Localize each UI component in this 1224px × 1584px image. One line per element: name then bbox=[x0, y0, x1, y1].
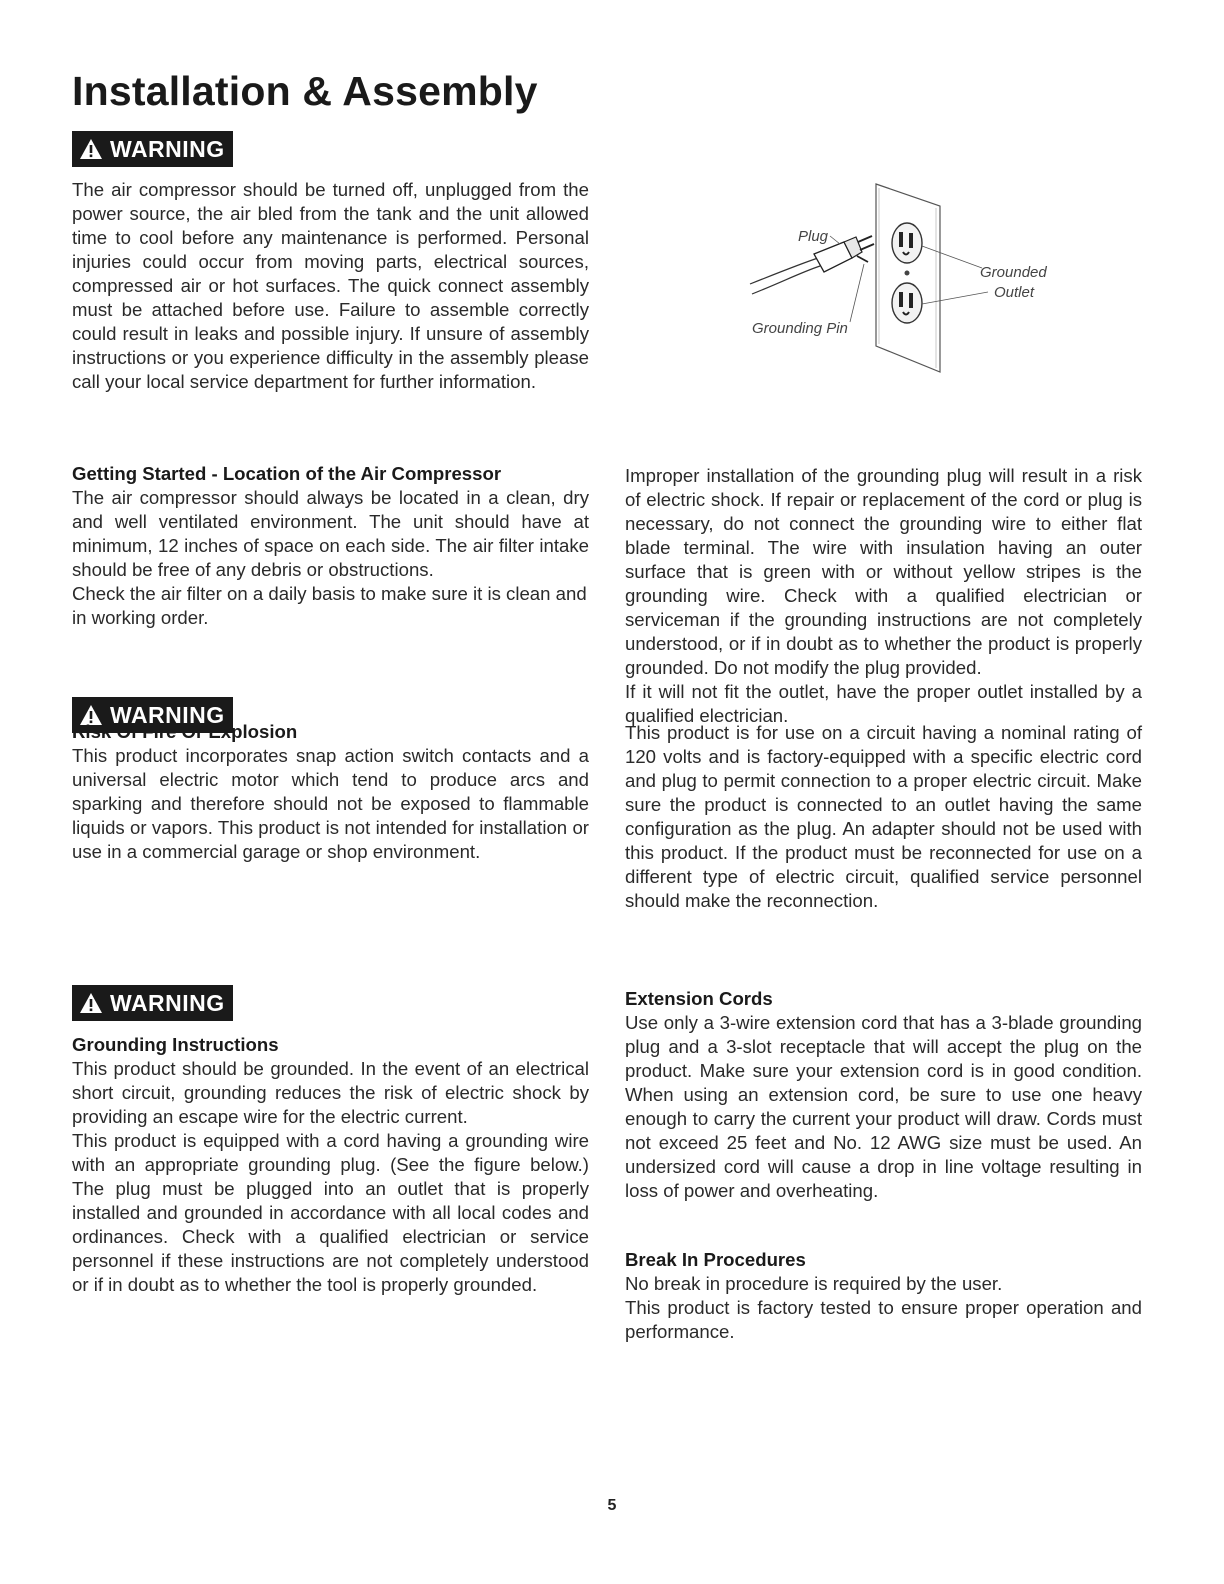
fire-warning-heading: Risk Of Fire Or Explosion bbox=[72, 721, 298, 742]
getting-started-paragraph-2: Check the air filter on a daily basis to make sure it is clean and in working order. bbox=[72, 583, 587, 628]
plug-label: Plug bbox=[798, 228, 829, 245]
extension-cords-paragraph: Use only a 3-wire extension cord that has a 3-blade grounding plug and a 3-slot receptacle that will accept the plug on the product. Make sure your extension cord is in good condition. When using an extension cord, be sure to use one heavy enough to carry the current your product will draw. Cords must not exceed 25 feet and No. 12 AWG size must be used. An undersized cord will cause a drop in line voltage resulting in loss of power and overheating. bbox=[625, 1012, 1142, 1201]
top-warning-paragraph: The air compressor should be turned off, unplugged from the power source, the air bled from the tank and the unit allowed time to cool before any maintenance is performed. Personal injuries could occur from moving parts, electrical sources, compressed air or hot surfaces. The quick connect assembly must be attached before use. Failure to assemble correctly could result in leaks and possible injury. If unsure of assembly instructions or you experience difficulty in the assembly please call your local service department for further information. bbox=[72, 179, 589, 392]
circuit-paragraph: This product is for use on a circuit having a nominal rating of 120 volts and is factory-equipped with a specific electric cord and plug to permit connection to a proper electric circuit. Make sure the product is connected to an outlet having the same configuration as the plug. An adapter should not be used with this product. If the product must be reconnected for use on a different type of electric circuit, qualified service personnel should make the reconnection. bbox=[625, 722, 1142, 911]
warning-badge bbox=[72, 985, 233, 1021]
warning-label: WARNING bbox=[110, 701, 225, 728]
grounding-paragraph-2: This product is equipped with a cord having a grounding wire with an appropriate grounding plug. (See the figure below.) The plug must be plugged into an outlet that is properly installed and grounded in accordance with all local codes and ordinances. Check with a qualified electrician or service personnel if these instructions are not completely understood or if in doubt as to whether the tool is properly grounded. bbox=[72, 1130, 589, 1295]
getting-started-section bbox=[72, 462, 589, 630]
extension-cords-section bbox=[625, 987, 1142, 1203]
grounded-label: Grounded bbox=[980, 264, 1047, 281]
grounding-heading: Grounding Instructions bbox=[72, 1034, 279, 1055]
break-in-section bbox=[625, 1248, 1142, 1344]
improper-installation-section bbox=[625, 464, 1142, 728]
page-title: Installation & Assembly bbox=[72, 68, 538, 114]
break-in-heading: Break In Procedures bbox=[625, 1249, 806, 1270]
break-in-paragraph-2: This product is factory tested to ensure proper operation and performance. bbox=[625, 1297, 1142, 1342]
warning-triangle-icon bbox=[79, 138, 103, 160]
outlet-label: Outlet bbox=[994, 284, 1035, 301]
grounding-plug-figure bbox=[740, 176, 1070, 376]
warning-label: WARNING bbox=[110, 989, 225, 1016]
page-number: 5 bbox=[607, 1497, 617, 1514]
grounding-section bbox=[72, 1033, 589, 1297]
getting-started-paragraph: The air compressor should always be located in a clean, dry and well ventilated environment. The unit should have at minimum, 12 inches of space on each side. The air filter intake should be free of any debris or obstructions. bbox=[72, 487, 589, 580]
improper-paragraph-2: If it will not fit the outlet, have the proper outlet installed by a qualified electrician. bbox=[625, 681, 1142, 726]
fire-warning-paragraph: This product incorporates snap action switch contacts and a universal electric motor which tend to produce arcs and sparking and therefore should not be exposed to flammable liquids or vapors. This product is not intended for installation or use in a commercial garage or shop environment. bbox=[72, 745, 589, 862]
warning-badge bbox=[72, 131, 233, 167]
top-warning-text bbox=[72, 178, 589, 394]
circuit-section bbox=[625, 721, 1142, 913]
improper-paragraph: Improper installation of the grounding plug will result in a risk of electric shock. If repair or replacement of the cord or plug is necessary, do not connect the grounding wire to either flat blade terminal. The wire with insulation having an outer surface that is green with or without yellow stripes is the grounding wire. Check with a qualified electrician or serviceman if the grounding instructions are not completely understood, or if in doubt as to whether the product is properly grounded. Do not modify the plug provided. bbox=[625, 465, 1142, 678]
extension-cords-heading: Extension Cords bbox=[625, 988, 773, 1009]
grounding-pin-label: Grounding Pin bbox=[752, 320, 848, 337]
warning-label: WARNING bbox=[110, 135, 225, 162]
warning-triangle-icon bbox=[79, 992, 103, 1014]
break-in-paragraph: No break in procedure is required by the user. bbox=[625, 1273, 1003, 1294]
grounding-paragraph: This product should be grounded. In the event of an electrical short circuit, grounding reduces the risk of electric shock by providing an escape wire for the electric current. bbox=[72, 1058, 589, 1127]
fire-warning-section bbox=[72, 720, 589, 864]
getting-started-heading: Getting Started - Location of the Air Compressor bbox=[72, 463, 502, 484]
